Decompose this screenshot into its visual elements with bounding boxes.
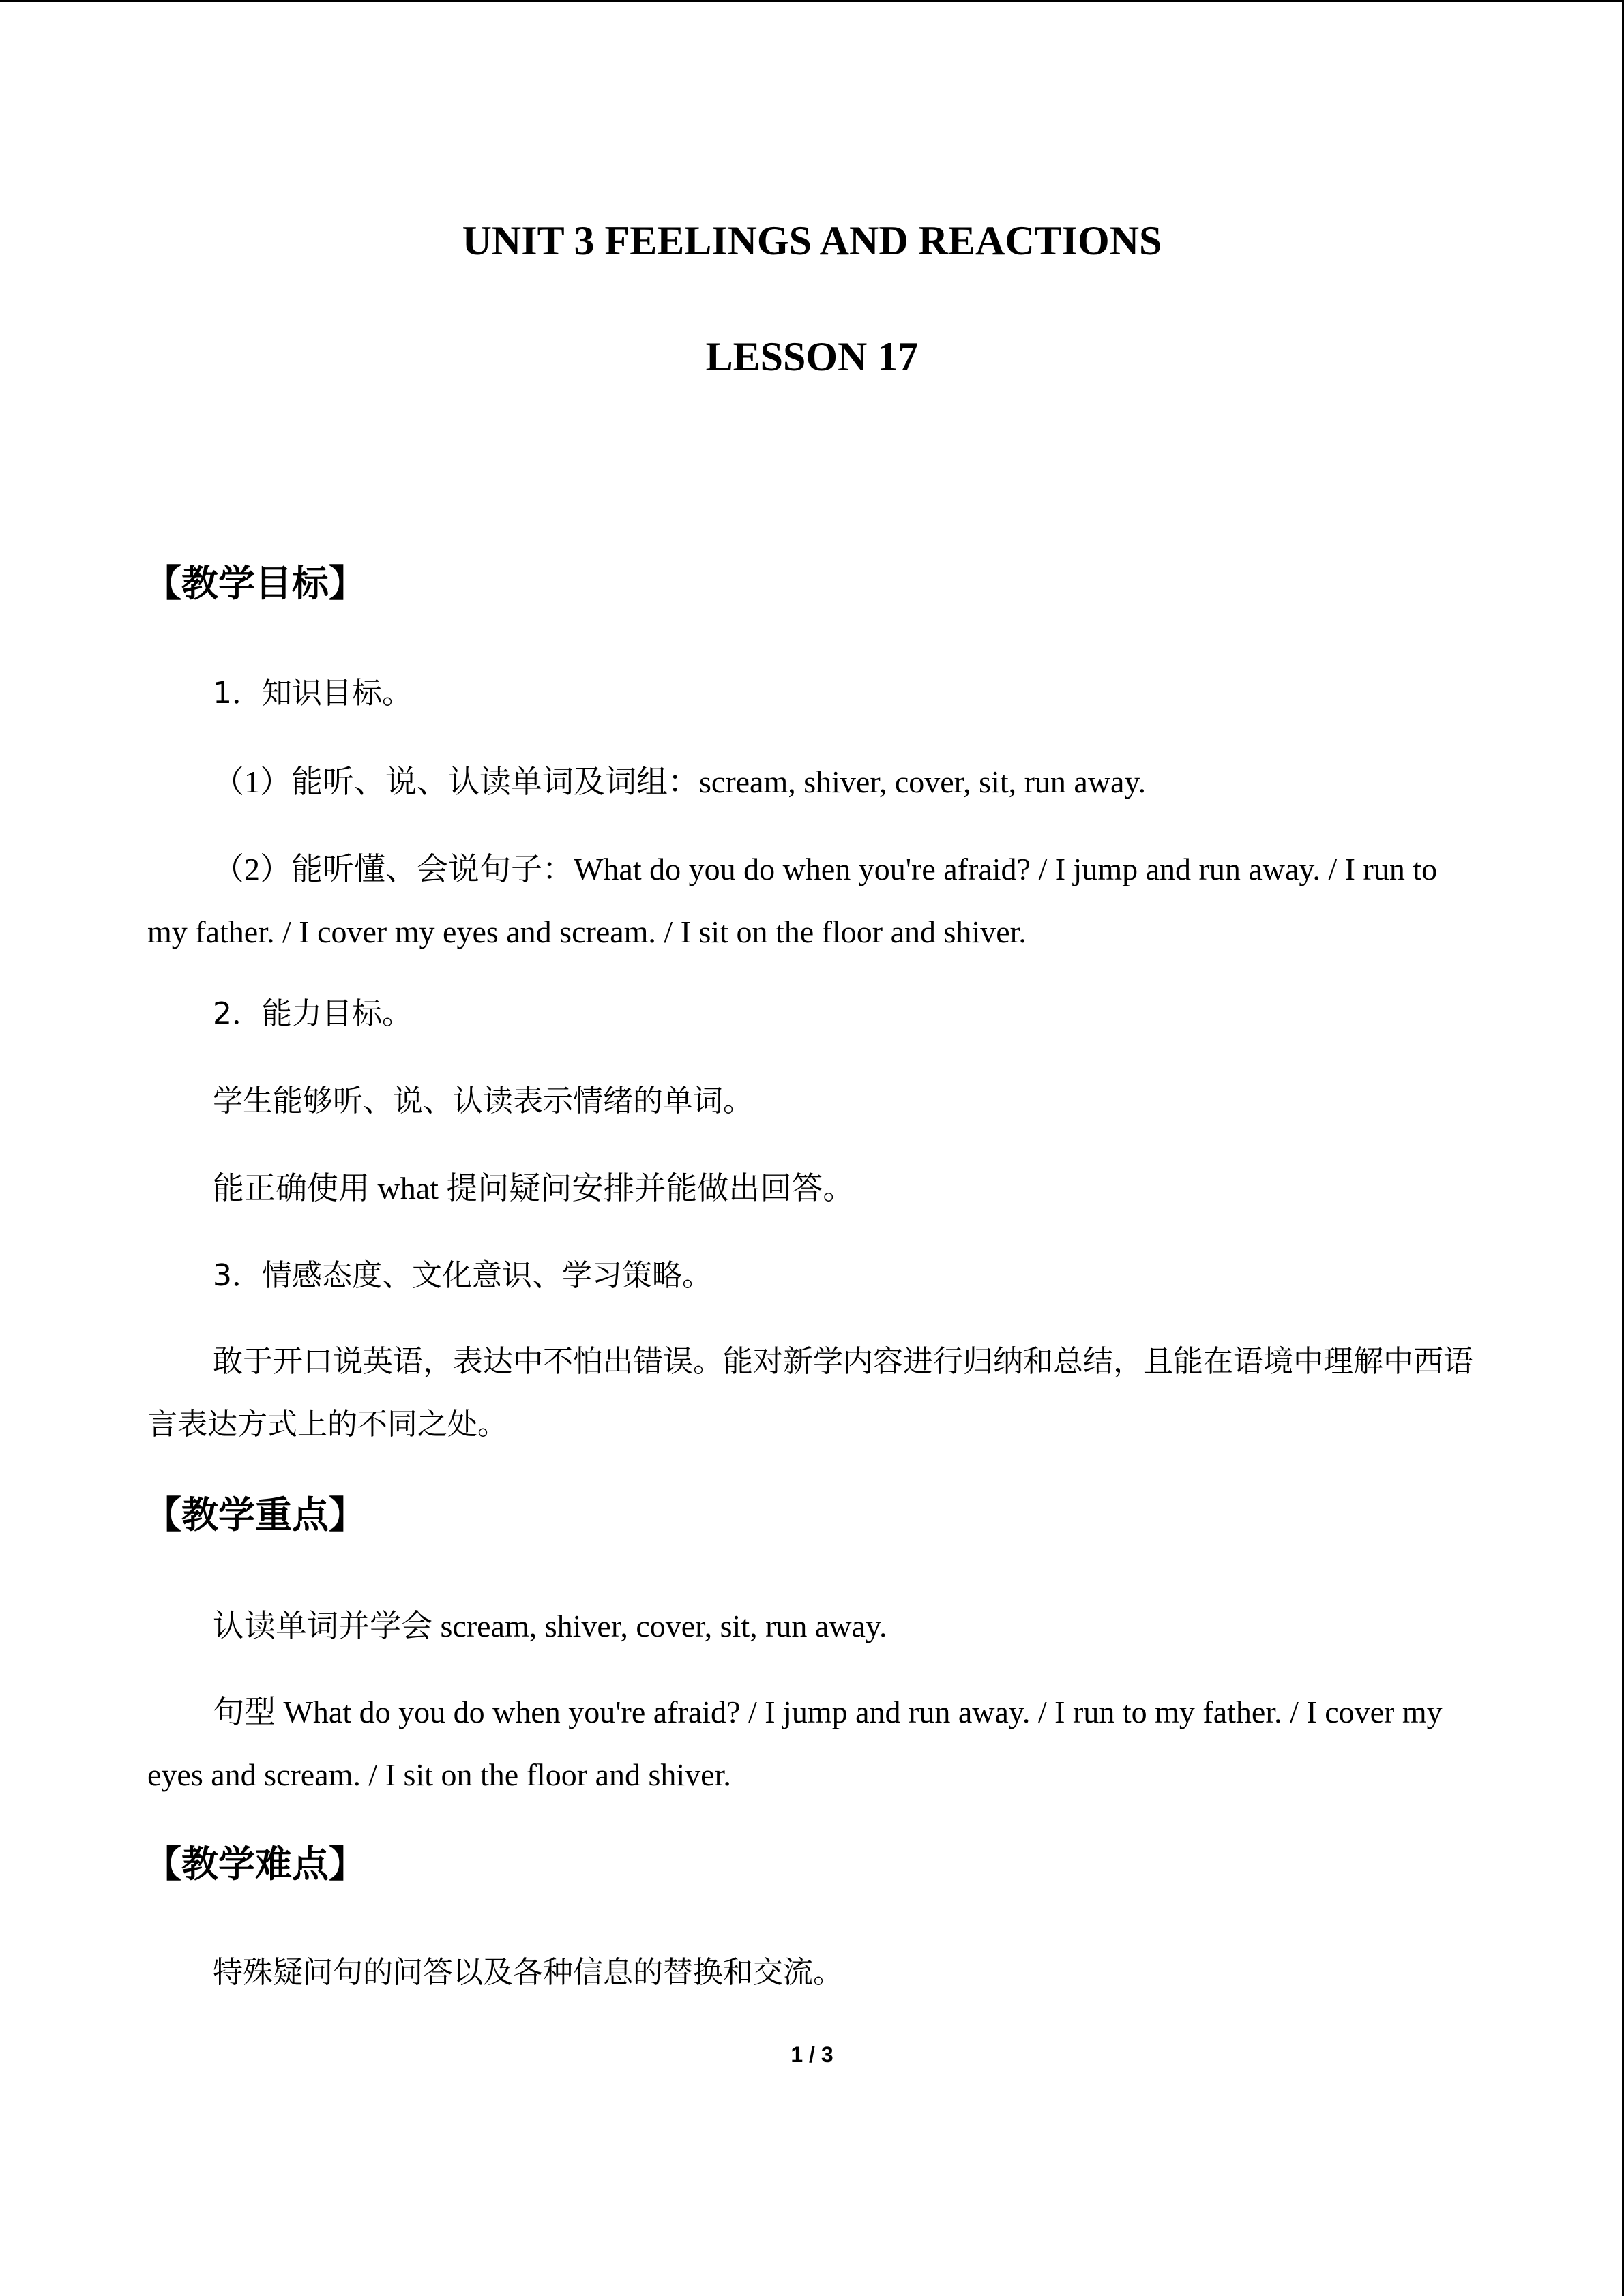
ability-objective-item: 学生能够听、说、认读表示情绪的单词。 xyxy=(213,1084,753,1118)
key-point-item: 认读单词并学会 scream, shiver, cover, sit, run away. xyxy=(213,1609,887,1643)
attitude-objective-item: 敢于开口说英语，表达中不怕出错误。能对新学内容进行归纳和总结，且能在语境中理解中西语言表达方式上的不同之处。 xyxy=(147,1344,1473,1442)
ability-objective-item: 能正确使用 what 提问疑问安排并能做出回答。 xyxy=(213,1171,855,1206)
attitude-objective-label: 3．情感态度、文化意识、学习策略。 xyxy=(213,1258,712,1293)
page-number: 1 / 3 xyxy=(791,2042,833,2067)
section-heading-difficulties: 【教学难点】 xyxy=(145,1843,366,1885)
ability-objective-label: 2．能力目标。 xyxy=(213,996,412,1031)
key-point-item: 句型 What do you do when you're afraid? / I jump and run away. / I run to my father. / I cover my eyes and scream. / I sit on the floor and shiver. xyxy=(147,1695,1443,1792)
section-heading-key-points: 【教学重点】 xyxy=(145,1493,366,1536)
knowledge-objective-item: （2）能听懂、会说句子：What do you do when you're afraid? / I jump and run away. / I run to my father. / I cover my eyes and scream. / I sit on the floor and shiver. xyxy=(147,852,1438,949)
section-heading-objectives: 【教学目标】 xyxy=(145,562,366,605)
knowledge-objective-label: 1．知识目标。 xyxy=(213,676,412,711)
lesson-title: LESSON 17 xyxy=(705,334,919,379)
difficulty-item: 特殊疑问句的问答以及各种信息的替换和交流。 xyxy=(213,1955,843,1990)
knowledge-objective-item: （1）能听、说、认读单词及词组：scream, shiver, cover, sit, run away. xyxy=(213,764,1146,799)
document-title: UNIT 3 FEELINGS AND REACTIONS xyxy=(462,218,1162,263)
